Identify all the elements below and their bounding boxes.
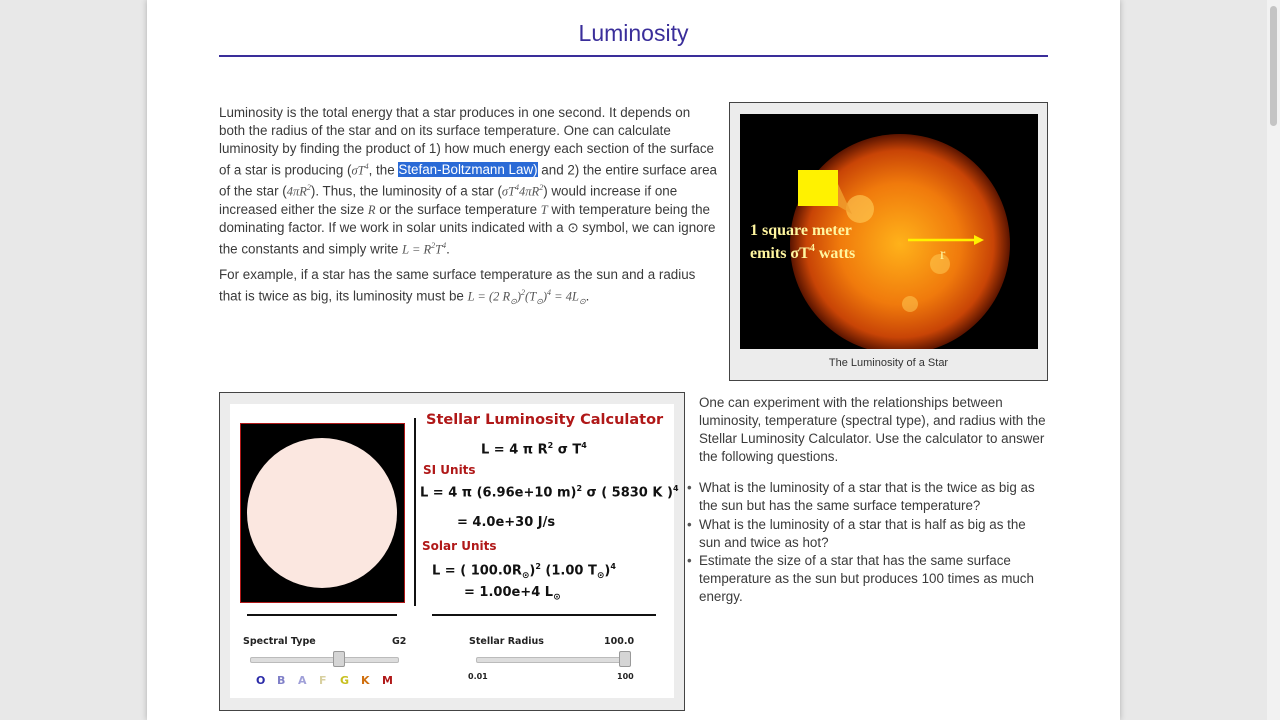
question-list xyxy=(699,479,1049,606)
figure-caption: The Luminosity of a Star xyxy=(828,357,949,369)
luminosity-calculator-frame xyxy=(219,392,685,711)
sun-illustration xyxy=(740,114,1038,349)
luminosity-figure xyxy=(729,102,1048,381)
stellar-radius-label: Stellar Radius xyxy=(469,636,544,647)
spectral-type-value: G2 xyxy=(392,636,407,647)
title-divider xyxy=(219,55,1048,57)
solar-equation: L = ( $100.0R_⊙)^2$ (1.00 $T_⊙)^4$ xyxy=(432,562,616,581)
solar-result: = 1.00e+4 $L_⊙$ xyxy=(464,585,561,603)
spectral-slider-thumb[interactable] xyxy=(333,651,345,667)
sun-symbol-icon: ⊙ xyxy=(567,219,579,235)
spectral-letter-b[interactable]: B xyxy=(277,674,286,687)
figure-label-line1: 1 square meter xyxy=(750,222,852,239)
star-disk xyxy=(247,438,397,588)
spectral-letter-m[interactable]: M xyxy=(382,674,393,687)
page-title: Luminosity xyxy=(578,20,689,46)
si-equation: L = 4 π (6.96e+10 m)$^2$ σ ( 5830 K )$^4$ xyxy=(420,484,679,501)
radius-label: r xyxy=(940,246,946,263)
spectral-divider xyxy=(247,614,397,616)
spectral-letter-g[interactable]: G xyxy=(340,674,350,687)
luminosity-formula: L = 4 π $R^2$ σ $T^4$ xyxy=(481,441,587,458)
spectral-slider-track[interactable] xyxy=(250,657,399,663)
question-item: • What is the luminosity of a star that is the twice as big as the sun but has the same surface temperature? xyxy=(699,479,1049,515)
right-column xyxy=(699,394,1049,607)
spectral-letter-o[interactable]: O xyxy=(256,674,266,687)
question-item: • Estimate the size of a star that has the same surface temperature as the sun but produces 100 times as much energy. xyxy=(699,552,1049,606)
sun-image xyxy=(740,114,1038,349)
radius-max-label: 100 xyxy=(617,672,634,681)
experiment-paragraph: One can experiment with the relationships between luminosity, temperature (spectral type), and radius with the Stellar Luminosity Calculator. Use the calculator to answer the following questions. xyxy=(699,395,1046,464)
spectral-letter-k[interactable]: K xyxy=(361,674,370,687)
si-units-label: SI Units xyxy=(423,463,476,477)
question-item: • What is the luminosity of a star that is half as big as the sun and twice as hot? xyxy=(699,516,1049,552)
figure-label-line2: emits $\sigma T^4$ watts xyxy=(750,243,856,262)
radius-divider xyxy=(432,614,656,616)
stellar-radius-value: 100.0 xyxy=(604,636,635,647)
stefan-boltzmann-link[interactable]: Stefan-Boltzmann Law) xyxy=(398,162,538,178)
square-meter-patch xyxy=(798,170,838,206)
intro-paragraph-1: Luminosity is the total energy that a star produces in one second. It depends on both the radius of the star and on its surface temperature. One can calculate luminosity by finding the product of 1) how much energy each section of the surface of a star is producing ($\sigma T^4$, the Stefan-Boltzmann Law) and 2) the entire surface area of the star $(4\pi R^2)$. Thus, the luminosity of a star $(\sigma T^44\pi R^2)$ would increase if one increased either the size R or the surface temperature T with temperature being the dominating factor. If we work in solar units indicated with a ⊙ symbol, we can ignore the constants and simply write $L = R^2T^4$. xyxy=(219,105,717,257)
radius-slider-track[interactable] xyxy=(476,657,626,663)
star-display xyxy=(240,423,405,603)
si-result: = 4.0e+30 J/s xyxy=(457,515,556,530)
spectral-type-label: Spectral Type xyxy=(243,636,316,647)
intro-text xyxy=(219,104,719,320)
solar-units-label: Solar Units xyxy=(422,539,497,553)
scrollbar[interactable] xyxy=(1267,0,1280,720)
calculator-title: Stellar Luminosity Calculator xyxy=(426,412,664,428)
spectral-letter-a[interactable]: A xyxy=(298,674,307,687)
intro-paragraph-2: For example, if a star has the same surface temperature as the sun and a radius that is twice as big, its luminosity must be L = (2 $R_⊙)^2(T_⊙)^4 = 4L_⊙$. xyxy=(219,267,696,307)
radius-slider-thumb[interactable] xyxy=(619,651,631,667)
luminosity-calculator xyxy=(230,404,679,698)
calc-divider xyxy=(414,418,416,606)
radius-min-label: 0.01 xyxy=(468,672,488,681)
scrollbar-thumb[interactable] xyxy=(1270,6,1277,126)
spectral-letter-f[interactable]: F xyxy=(319,674,327,687)
